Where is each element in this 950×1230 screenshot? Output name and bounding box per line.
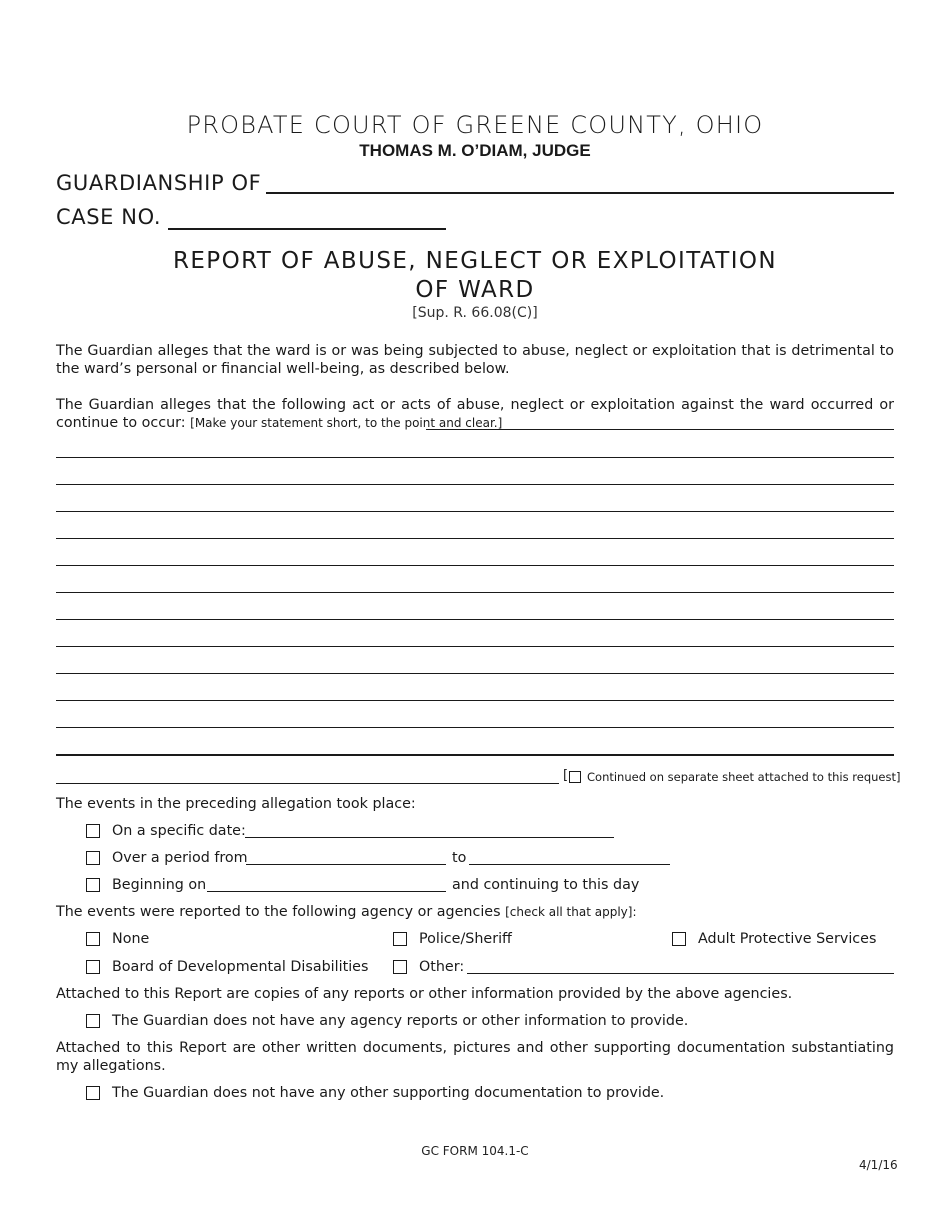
agency-other-label: Other: xyxy=(419,959,465,975)
statement-line-4[interactable] xyxy=(56,511,894,512)
statement-line-13[interactable] xyxy=(56,754,894,756)
no-reports-checkbox[interactable] xyxy=(86,1014,100,1028)
allegation-intro: The Guardian alleges that the ward is or was being subjected to abuse, neglect or exploitation that is detrimental to the ward’s personal or financial well-being, as described below. xyxy=(56,343,894,377)
period-to-label: to xyxy=(452,850,467,866)
guardianship-field[interactable] xyxy=(266,192,894,194)
continued-label: Continued on separate sheet attached to this request] xyxy=(587,770,901,784)
agency-none-checkbox[interactable] xyxy=(86,932,100,946)
guardianship-label: GUARDIANSHIP OF xyxy=(56,171,262,195)
continued-bracket: [ xyxy=(563,768,569,783)
statement-line-2[interactable] xyxy=(56,457,894,458)
agency-police-checkbox[interactable] xyxy=(393,932,407,946)
period-checkbox[interactable] xyxy=(86,851,100,865)
agency-aps-checkbox[interactable] xyxy=(672,932,686,946)
statement-line-5[interactable] xyxy=(56,538,894,539)
rule-citation: [Sup. R. 66.08(C)] xyxy=(412,305,538,321)
agency-board-label: Board of Developmental Disabilities xyxy=(112,959,369,975)
period-from-label: Over a period from xyxy=(112,850,248,866)
statement-line-14[interactable] xyxy=(56,783,559,784)
no-docs-label: The Guardian does not have any other supporting documentation to provide. xyxy=(112,1085,665,1101)
statement-line-7[interactable] xyxy=(56,592,894,593)
form-title-line2: OF WARD xyxy=(415,277,535,303)
case-number-label: CASE NO. xyxy=(56,205,162,229)
agency-intro xyxy=(56,903,637,921)
agency-none-label: None xyxy=(112,931,150,947)
agency-aps-label: Adult Protective Services xyxy=(698,931,877,947)
statement-line-12[interactable] xyxy=(56,727,894,728)
agency-board-checkbox[interactable] xyxy=(86,960,100,974)
attached-docs-text: Attached to this Report are other written documents, pictures and other supporting documentation substantiating my allegations. xyxy=(56,1040,894,1074)
allegation-statement-note: [Make your statement short, to the point and clear.] xyxy=(190,416,503,430)
no-docs-checkbox[interactable] xyxy=(86,1086,100,1100)
continuing-label: and continuing to this day xyxy=(452,877,640,893)
allegation-statement-text: The Guardian alleges that the following act or acts of abuse, neglect or exploitation against the ward occurred or continue to occur: xyxy=(56,397,894,431)
agency-intro-note: [check all that apply]: xyxy=(505,905,637,919)
statement-line-3[interactable] xyxy=(56,484,894,485)
form-date: 4/1/16 xyxy=(859,1158,898,1172)
beginning-on-label: Beginning on xyxy=(112,877,207,893)
continued-checkbox[interactable] xyxy=(569,771,581,783)
allegation-statement-intro xyxy=(56,396,894,432)
court-name: PROBATE COURT OF GREENE COUNTY, OHIO xyxy=(186,111,764,139)
specific-date-field[interactable] xyxy=(245,837,614,838)
agency-other-field[interactable] xyxy=(467,973,894,974)
period-from-field[interactable] xyxy=(246,864,446,865)
case-number-field[interactable] xyxy=(168,228,446,230)
period-to-field[interactable] xyxy=(469,864,670,865)
events-intro: The events in the preceding allegation took place: xyxy=(56,796,416,812)
agency-intro-text: The events were reported to the following agency or agencies xyxy=(56,904,501,920)
statement-line-9[interactable] xyxy=(56,646,894,647)
judge-name: THOMAS M. O’DIAM, JUDGE xyxy=(359,141,591,160)
statement-line-6[interactable] xyxy=(56,565,894,566)
beginning-on-field[interactable] xyxy=(207,891,446,892)
statement-line-1[interactable] xyxy=(426,429,894,430)
specific-date-label: On a specific date: xyxy=(112,823,246,839)
form-title-line1: REPORT OF ABUSE, NEGLECT OR EXPLOITATION xyxy=(172,248,777,274)
statement-line-11[interactable] xyxy=(56,700,894,701)
no-reports-label: The Guardian does not have any agency reports or other information to provide. xyxy=(112,1013,689,1029)
statement-line-8[interactable] xyxy=(56,619,894,620)
specific-date-checkbox[interactable] xyxy=(86,824,100,838)
agency-other-checkbox[interactable] xyxy=(393,960,407,974)
form-id: GC FORM 104.1-C xyxy=(421,1144,529,1158)
attached-reports-text: Attached to this Report are copies of any reports or other information provided by the above agencies. xyxy=(56,986,793,1002)
statement-line-10[interactable] xyxy=(56,673,894,674)
agency-police-label: Police/Sheriff xyxy=(419,931,512,947)
beginning-checkbox[interactable] xyxy=(86,878,100,892)
